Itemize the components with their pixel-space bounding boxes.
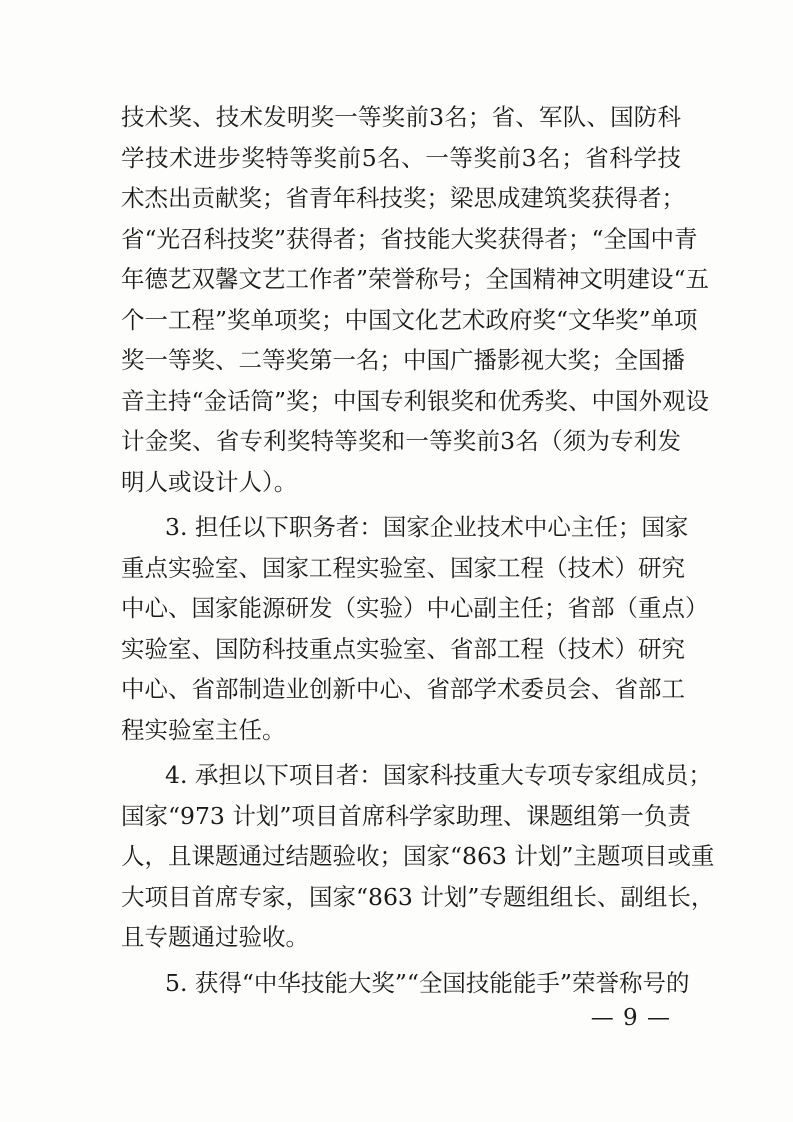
text-line: 4. 承担以下项目者：国家科技重大专项专家组成员； bbox=[165, 761, 712, 789]
paragraph-item-3 bbox=[121, 507, 709, 750]
text-line: 重点实验室、国家工程实验室、国家工程（技术）研究 bbox=[121, 553, 685, 582]
body-text bbox=[121, 97, 715, 1003]
text-line: 实验室、国防科技重点实验室、省部工程（技术）研究 bbox=[121, 634, 685, 663]
text-line: 奖一等奖、二等奖第一名；中国广播影视大奖；全国播 bbox=[121, 346, 685, 374]
text-line: 音主持“金话筒”奖；中国专利银奖和优秀奖、中国外观设 bbox=[121, 386, 710, 415]
text-line: 年德艺双馨文艺工作者”荣誉称号；全国精神文明建设“五 bbox=[121, 265, 710, 293]
paragraph-item-4 bbox=[121, 755, 715, 958]
text-line: 计金奖、省专利奖特等奖和一等奖前3名（须为专利发 bbox=[121, 427, 681, 455]
text-line: 技术奖、技术发明奖一等奖前3名；省、军队、国防科 bbox=[121, 103, 681, 131]
text-line: 程实验室主任。 bbox=[121, 715, 286, 744]
text-line: 且专题通过验收。 bbox=[121, 923, 309, 951]
paragraph-item-5 bbox=[121, 963, 690, 1004]
text-line: 术杰出贡献奖；省青年科技奖；梁思成建筑奖获得者； bbox=[121, 184, 685, 212]
paragraph-awards-continued bbox=[121, 97, 710, 502]
text-line: 学技术进步奖特等奖前5名、一等奖前3名；省科学技 bbox=[121, 143, 681, 172]
text-line: 中心、国家能源研发（实验）中心副主任；省部（重点） bbox=[121, 594, 709, 622]
text-line: 5. 获得“中华技能大奖”“全国技能能手”荣誉称号的 bbox=[165, 968, 690, 997]
text-line: 大项目首席专家，国家“863 计划”专题组组长、副组长， bbox=[121, 882, 715, 911]
page-number: — 9 — bbox=[590, 1005, 671, 1031]
text-line: 省“光召科技奖”获得者；省技能大奖获得者；“全国中青 bbox=[121, 224, 698, 253]
text-line: 明人或设计人）。 bbox=[121, 467, 298, 496]
text-line: 3. 担任以下职务者：国家企业技术中心主任；国家 bbox=[165, 513, 689, 541]
text-line: 国家“973 计划”项目首席科学家助理、课题组第一负责 bbox=[121, 801, 691, 830]
text-line: 个一工程”奖单项奖；中国文化艺术政府奖“文华奖”单项 bbox=[121, 305, 698, 334]
text-line: 人，且课题通过结题验收；国家“863 计划”主题项目或重 bbox=[121, 842, 715, 870]
text-line: 中心、省部制造业创新中心、省部学术委员会、省部工 bbox=[121, 675, 685, 703]
